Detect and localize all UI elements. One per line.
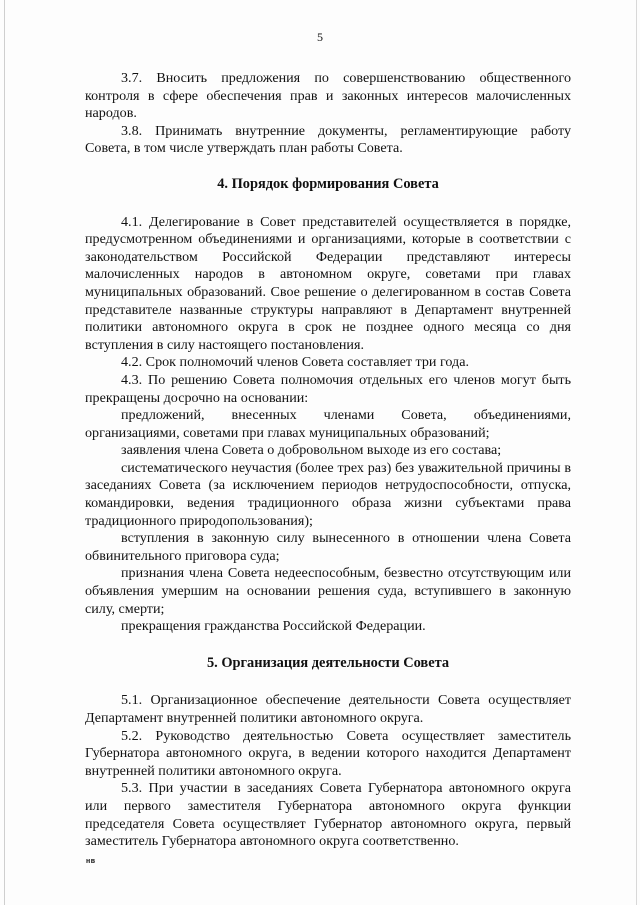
list-item: признания члена Совета недееспособным, безвестно отсутствующим или объявления умершим на основании решения суда, вступившего в законную силу, смерти; (85, 565, 571, 617)
section-5-heading: 5. Организация деятельности Совета (206, 654, 450, 671)
footer-mark: нв (86, 858, 96, 865)
paragraph-3-7: 3.7. Вносить предложения по совершенствованию общественного контроля в сфере обеспечения прав и законных интересов малочисленных народов. (85, 70, 571, 122)
paragraph-4-3: 4.3. По решению Совета полномочия отдельных его членов могут быть прекращены досрочно на основании: (85, 371, 571, 406)
page-edge-left (4, 0, 5, 905)
list-item: прекращения гражданства Российской Федерации. (121, 618, 426, 635)
page-number: 5 (317, 30, 323, 44)
paragraph-4-1: 4.1. Делегирование в Совет представителей осуществляется в порядке, предусмотренном объединениями и организациями, которые в соответствии с законодательством Российской Федерации представляют интересы малочисленных народов в автономном округе, советами при главах муниципальных образований. Свое решение о делегированном в состав Совета представителе названные структуры направляют в Департамент внутренней политики автономного округа в срок не позднее одного месяца со дня вступления в силу настоящего постановления. (85, 213, 571, 353)
list-item: систематического неучастия (более трех раз) без уважительной причины в заседаниях Совета (за исключением периодов нетрудоспособности, отпуска, командировки, ведения традиционного образа жизни субъектами права традиционного природопользования); (85, 459, 571, 529)
paragraph-4-2: 4.2. Срок полномочий членов Совета составляет три года. (121, 354, 469, 371)
document-body (85, 70, 571, 851)
list-item: предложений, внесенных членами Совета, объединениями, организациями, советами при главах муниципальных образований; (85, 407, 571, 441)
list-item: вступления в законную силу вынесенного в отношении члена Совета обвинительного приговора суда; (85, 530, 571, 564)
list-item: заявления члена Совета о добровольном выходе из его состава; (121, 442, 502, 459)
paragraph-3-8: 3.8. Принимать внутренние документы, регламентирующие работу Совета, в том числе утверждать план работы Совета. (85, 122, 571, 157)
paragraph-5-1: 5.1. Организационное обеспечение деятельности Совета осуществляет Департамент внутренней политики автономного округа. (85, 692, 571, 726)
paragraph-5-3: 5.3. При участии в заседаниях Совета Губернатора автономного округа или первого заместителя Губернатора автономного округа функции председателя Совета осуществляет Губернатор автономного округа, первый заместитель Губернатора автономного округа соответственно. (85, 780, 571, 850)
page-edge-right (636, 0, 637, 905)
section-4-heading: 4. Порядок формирования Совета (217, 175, 439, 192)
paragraph-5-2: 5.2. Руководство деятельностью Совета осуществляет заместитель Губернатора автономного округа, в ведении которого находится Департамент внутренней политики автономного округа. (85, 727, 571, 779)
